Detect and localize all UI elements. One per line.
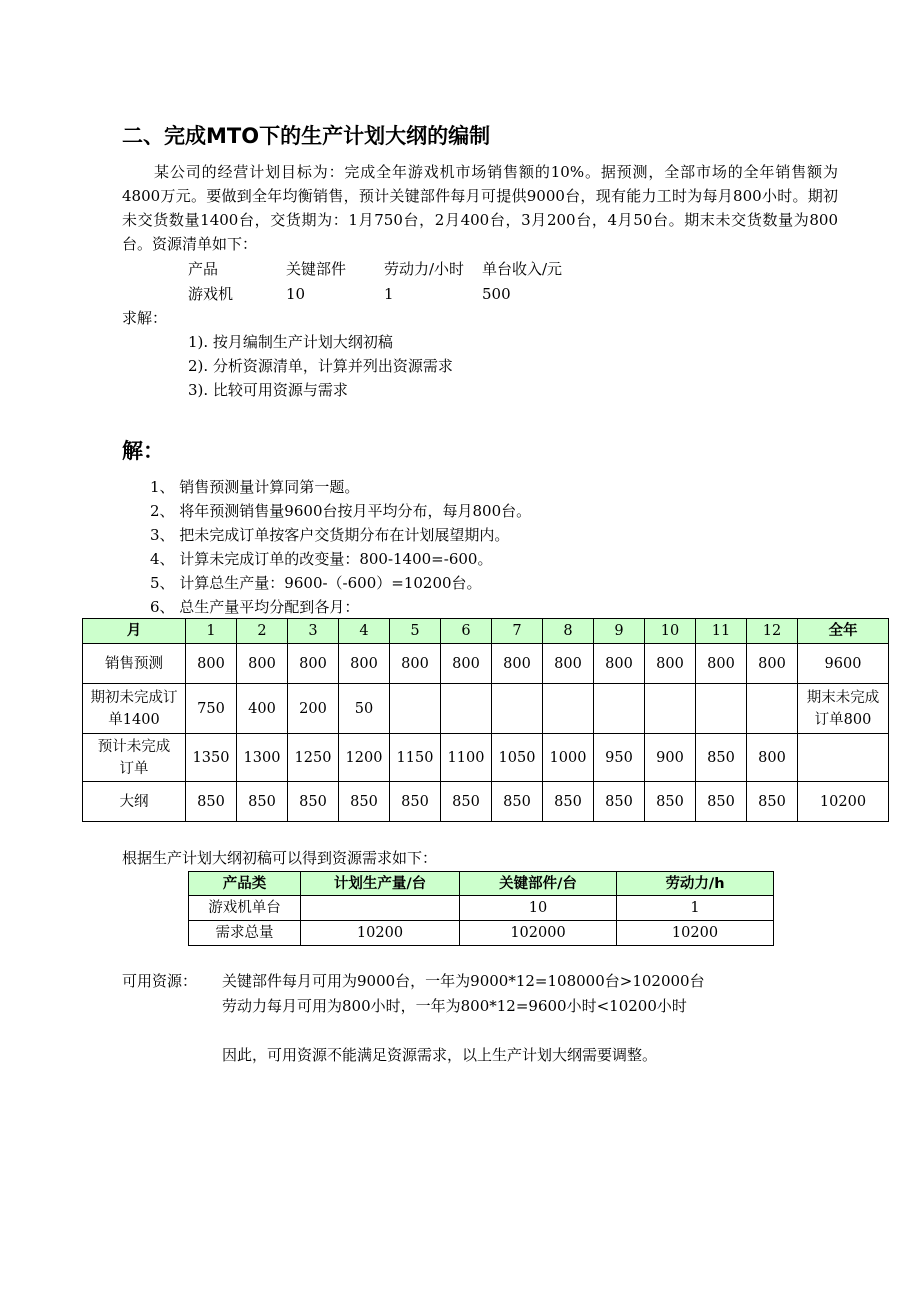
table-cell bbox=[594, 684, 645, 734]
plan-header-m7: 7 bbox=[492, 619, 543, 644]
plan-header-m6: 6 bbox=[441, 619, 492, 644]
table-cell: 850 bbox=[186, 782, 237, 822]
question-2: 2). 分析资源清单，计算并列出资源需求 bbox=[188, 357, 453, 375]
table-row bbox=[83, 644, 889, 684]
table-cell: 850 bbox=[492, 782, 543, 822]
table-cell: 850 bbox=[747, 782, 798, 822]
plan-header-m10: 10 bbox=[645, 619, 696, 644]
row-label: 大纲 bbox=[83, 782, 186, 822]
table-cell: 10200 bbox=[798, 782, 889, 822]
solution-label: 解： bbox=[122, 439, 164, 463]
table-cell: 1250 bbox=[288, 734, 339, 782]
plan-header-m5: 5 bbox=[390, 619, 441, 644]
resource-requirement-table bbox=[188, 871, 774, 946]
plan-header-m11: 11 bbox=[696, 619, 747, 644]
table-cell: 800 bbox=[696, 644, 747, 684]
table-cell: 期末未完成订单800 bbox=[798, 684, 889, 734]
table-cell: 800 bbox=[390, 644, 441, 684]
plan-header-m4: 4 bbox=[339, 619, 390, 644]
table-row bbox=[189, 896, 774, 921]
table-cell: 800 bbox=[594, 644, 645, 684]
row-label: 预计未完成订单 bbox=[83, 734, 186, 782]
intro-paragraph: 某公司的经营计划目标为：完成全年游戏机市场销售额的10%。据预测，全部市场的全年销售额为4800万元。要做到全年均衡销售，预计关键部件每月可提供9000台，现有能力工时为每月800小时。期初未交货数量1400台，交货期为：1月750台，2月400台，3月200台，4月50台。期末未交货数量为800台。资源清单如下： bbox=[122, 163, 838, 253]
table-cell: 9600 bbox=[798, 644, 889, 684]
table-cell: 800 bbox=[441, 644, 492, 684]
table-cell: 10200 bbox=[617, 921, 774, 946]
section-title: 二、完成MTO下的生产计划大纲的编制 bbox=[122, 124, 491, 148]
available-resources-label: 可用资源： bbox=[122, 972, 198, 990]
table-cell: 1000 bbox=[543, 734, 594, 782]
table-cell: 850 bbox=[288, 782, 339, 822]
table-cell bbox=[696, 684, 747, 734]
available-labor-line: 劳动力每月可用为800小时，一年为800*12=9600小时<10200小时 bbox=[222, 997, 687, 1015]
table-cell bbox=[441, 684, 492, 734]
table-cell bbox=[301, 896, 460, 921]
table-row bbox=[83, 684, 889, 734]
plan-header-m3: 3 bbox=[288, 619, 339, 644]
table-cell: 900 bbox=[645, 734, 696, 782]
table-row bbox=[189, 921, 774, 946]
table-cell: 950 bbox=[594, 734, 645, 782]
table-cell bbox=[390, 684, 441, 734]
step-5: 5、 计算总生产量：9600-（-600）=10200台。 bbox=[150, 574, 482, 592]
table-row bbox=[83, 734, 889, 782]
table-cell: 102000 bbox=[460, 921, 617, 946]
bom-header-product: 产品 bbox=[188, 260, 219, 278]
table-cell: 800 bbox=[543, 644, 594, 684]
resource-header-key-part: 关键部件/台 bbox=[460, 872, 617, 896]
table-cell: 850 bbox=[543, 782, 594, 822]
table-cell: 850 bbox=[237, 782, 288, 822]
row-label: 期初未完成订单1400 bbox=[83, 684, 186, 734]
table-cell: 850 bbox=[390, 782, 441, 822]
table-cell bbox=[543, 684, 594, 734]
table-cell: 750 bbox=[186, 684, 237, 734]
bom-header-key-part: 关键部件 bbox=[286, 260, 347, 278]
table-cell: 850 bbox=[696, 734, 747, 782]
table-cell: 10 bbox=[460, 896, 617, 921]
step-4: 4、 计算未完成订单的改变量：800-1400=-600。 bbox=[150, 550, 493, 568]
ask-label: 求解： bbox=[122, 309, 168, 327]
question-1: 1). 按月编制生产计划大纲初稿 bbox=[188, 333, 393, 351]
plan-header-m12: 12 bbox=[747, 619, 798, 644]
table-cell: 1350 bbox=[186, 734, 237, 782]
plan-header-m1: 1 bbox=[186, 619, 237, 644]
table-cell bbox=[645, 684, 696, 734]
step-3: 3、 把未完成订单按客户交货期分布在计划展望期内。 bbox=[150, 526, 510, 544]
resource-header-labor: 劳动力/h bbox=[617, 872, 774, 896]
table-cell: 800 bbox=[747, 644, 798, 684]
table-cell: 400 bbox=[237, 684, 288, 734]
table-row bbox=[83, 782, 889, 822]
table-cell: 1050 bbox=[492, 734, 543, 782]
step-2: 2、 将年预测销售量9600台按月平均分布，每月800台。 bbox=[150, 502, 532, 520]
bom-row-key-part: 10 bbox=[286, 285, 306, 303]
bom-row-revenue: 500 bbox=[482, 285, 511, 303]
table-cell bbox=[492, 684, 543, 734]
table-cell: 游戏机单台 bbox=[189, 896, 301, 921]
table-cell: 850 bbox=[441, 782, 492, 822]
table-cell: 需求总量 bbox=[189, 921, 301, 946]
plan-header-m9: 9 bbox=[594, 619, 645, 644]
table-cell: 1 bbox=[617, 896, 774, 921]
table-cell: 1150 bbox=[390, 734, 441, 782]
table-cell: 850 bbox=[339, 782, 390, 822]
plan-header-month: 月 bbox=[83, 619, 186, 644]
table-cell: 1200 bbox=[339, 734, 390, 782]
table-cell: 850 bbox=[645, 782, 696, 822]
table-cell: 800 bbox=[186, 644, 237, 684]
plan-header-m2: 2 bbox=[237, 619, 288, 644]
table-cell: 50 bbox=[339, 684, 390, 734]
table-cell: 850 bbox=[594, 782, 645, 822]
table-cell: 800 bbox=[747, 734, 798, 782]
available-key-part-line: 关键部件每月可用为9000台，一年为9000*12=108000台>102000台 bbox=[222, 972, 705, 990]
step-6: 6、 总生产量平均分配到各月： bbox=[150, 598, 360, 616]
production-plan-table bbox=[82, 618, 889, 822]
table-cell: 1300 bbox=[237, 734, 288, 782]
table-cell: 800 bbox=[288, 644, 339, 684]
table-cell: 800 bbox=[339, 644, 390, 684]
table-cell: 850 bbox=[696, 782, 747, 822]
table-cell bbox=[798, 734, 889, 782]
bom-header-labor: 劳动力/小时 bbox=[384, 260, 465, 278]
bom-header-revenue: 单台收入/元 bbox=[482, 260, 563, 278]
table-cell: 1100 bbox=[441, 734, 492, 782]
table-cell: 10200 bbox=[301, 921, 460, 946]
conclusion: 因此，可用资源不能满足资源需求，以上生产计划大纲需要调整。 bbox=[222, 1046, 658, 1064]
plan-header-m8: 8 bbox=[543, 619, 594, 644]
table-cell: 800 bbox=[237, 644, 288, 684]
resource-intro: 根据生产计划大纲初稿可以得到资源需求如下： bbox=[122, 849, 438, 867]
table-cell: 800 bbox=[492, 644, 543, 684]
table-cell: 800 bbox=[645, 644, 696, 684]
table-cell: 200 bbox=[288, 684, 339, 734]
bom-row-labor: 1 bbox=[384, 285, 394, 303]
table-cell bbox=[747, 684, 798, 734]
plan-header-year: 全年 bbox=[798, 619, 889, 644]
resource-header-planned-qty: 计划生产量/台 bbox=[301, 872, 460, 896]
row-label: 销售预测 bbox=[83, 644, 186, 684]
resource-header-category: 产品类 bbox=[189, 872, 301, 896]
question-3: 3). 比较可用资源与需求 bbox=[188, 381, 348, 399]
step-1: 1、 销售预测量计算同第一题。 bbox=[150, 478, 360, 496]
bom-row-product: 游戏机 bbox=[188, 285, 234, 303]
